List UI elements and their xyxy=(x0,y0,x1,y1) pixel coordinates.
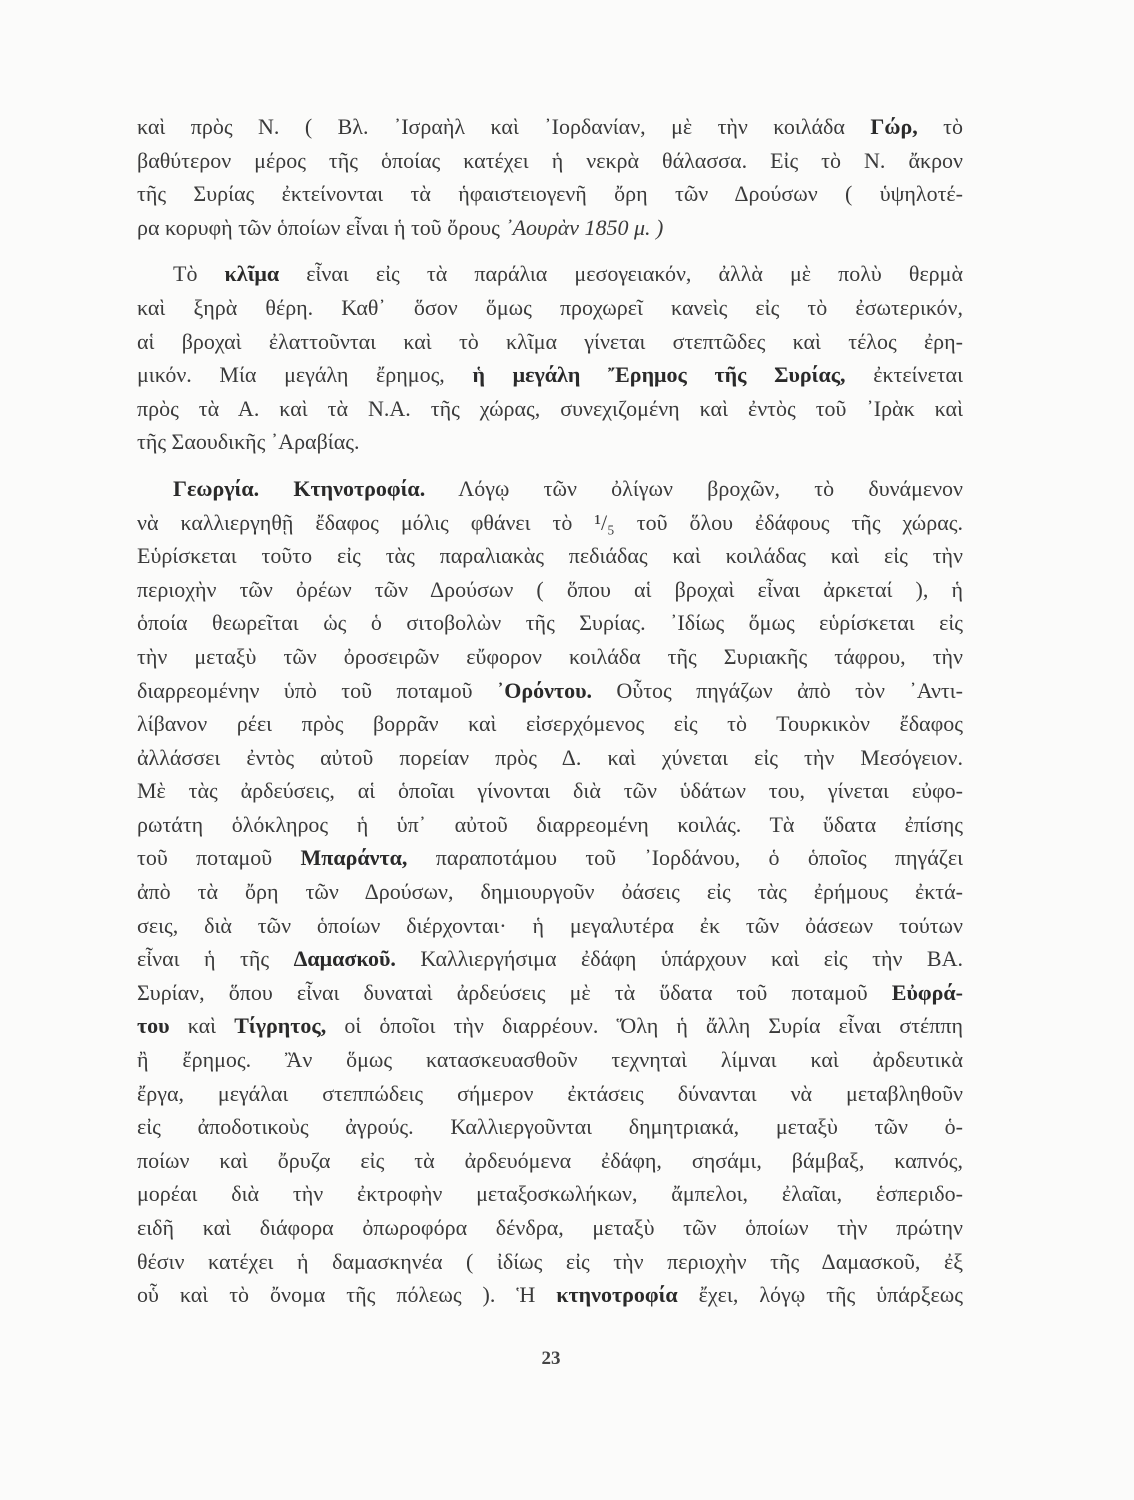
text-run: ἔχει, λόγῳ τῆς ὑπάρξεως xyxy=(677,1282,963,1308)
text-run: θέσιν κατέχει ἡ δαμασκηνέα ( ἰδίως εἰς τὴν περιοχὴν τῆς Δαμασκοῦ, ἐξ xyxy=(137,1248,963,1274)
text-line xyxy=(137,1043,963,1077)
text-run: Συρίαν, ὅπου εἶναι δυναταὶ ἀρδεύσεις μὲ τὰ ὕδατα τοῦ ποταμοῦ xyxy=(137,979,892,1005)
text-run: Λόγῳ τῶν ὀλίγων βροχῶν, τὸ δυνάμενον xyxy=(425,475,964,501)
text-line xyxy=(137,1110,963,1144)
text-line xyxy=(137,539,963,573)
text-run: εἶναι ἡ τῆς xyxy=(137,946,294,972)
text-run: πρὸς τὰ Α. καὶ τὰ Ν.Α. τῆς χώρας, συνεχιζομένη καὶ ἐντὸς τοῦ ᾿Ιρὰκ καὶ xyxy=(137,395,963,421)
text-run: ειδῆ καὶ διάφορα ὀπωροφόρα δένδρα, μεταξὺ τῶν ὁποίων τὴν πρώτην xyxy=(137,1215,963,1240)
page-body xyxy=(137,110,963,1312)
text-line xyxy=(137,741,963,775)
text-run: Τὸ xyxy=(173,261,225,287)
text-run: σεις, διὰ τῶν ὁποίων διέρχονται· ἡ μεγαλυτέρα ἐκ τῶν ὀάσεων τούτων xyxy=(137,912,963,938)
paragraph xyxy=(137,257,963,459)
text-line xyxy=(137,707,963,741)
text-run: ἔργα, μεγάλαι στεππώδεις σήμερον ἐκτάσεις δύνανται νὰ μεταβληθοῦν xyxy=(137,1080,963,1106)
text-line xyxy=(137,1177,963,1211)
bold-term: Δαμασκοῦ. xyxy=(293,946,396,972)
bold-term: του xyxy=(137,1013,170,1039)
text-run: καὶ ξηρὰ θέρη. Καθ᾿ ὅσον ὅμως προχωρεῖ κανεὶς εἰς τὸ ἐσωτερικόν, xyxy=(137,294,963,320)
text-run: ὁποία θεωρεῖται ὡς ὁ σιτοβολὼν τῆς Συρίας. ᾿Ιδίως ὅμως εὑρίσκεται εἰς xyxy=(137,610,963,636)
paragraph xyxy=(137,472,963,1312)
text-run: Καλλιεργήσιμα ἐδάφη ὑπάρχουν καὶ εἰς τὴν ΒΑ. xyxy=(395,946,963,972)
text-line xyxy=(137,909,963,943)
italic-text: ᾿Αουρὰν 1850 μ. ) xyxy=(505,214,664,240)
text-run: τὴν μεταξὺ τῶν ὀροσειρῶν εὔφορον κοιλάδα τῆς Συριακῆς τάφρου, τὴν xyxy=(137,643,963,669)
text-line xyxy=(137,1009,963,1043)
text-line xyxy=(137,841,963,875)
text-run: ποίων καὶ ὄρυζα εἰς τὰ ἀρδευόμενα ἐδάφη, σησάμι, βάμβαξ, καπνός, xyxy=(137,1147,963,1173)
text-line xyxy=(137,606,963,640)
text-run: τοῦ ποταμοῦ xyxy=(137,845,301,871)
bold-term: Γεωργία. Κτηνοτροφία. xyxy=(173,475,426,501)
text-run: εἰς ἀποδοτικοὺς ἀγρούς. Καλλιεργοῦνται δημητριακά, μεταξὺ τῶν ὁ- xyxy=(137,1114,963,1140)
text-run: ἀπὸ τὰ ὄρη τῶν Δρούσων, δημιουργοῦν ὀάσεις εἰς τὰς ἐρήμους ἐκτά- xyxy=(137,879,963,905)
text-line xyxy=(137,506,963,540)
text-run: ἢ ἔρημος. Ἂν ὅμως κατασκευασθοῦν τεχνηταὶ λίμναι καὶ ἀρδευτικὰ xyxy=(137,1047,963,1073)
text-line xyxy=(137,144,963,178)
text-run: οὗ καὶ τὸ ὄνομα τῆς πόλεως ). Ἡ xyxy=(137,1282,557,1308)
text-run: Οὗτος πηγάζων ἀπὸ τὸν ᾿Αντι- xyxy=(592,677,963,703)
text-run: διαρρεομένην ὑπὸ τοῦ ποταμοῦ xyxy=(137,677,497,703)
text-line xyxy=(137,1211,963,1245)
text-line xyxy=(137,640,963,674)
bold-term: Μπαράντα, xyxy=(300,845,408,871)
text-run: παραποτάμου τοῦ ᾿Ιορδάνου, ὁ ὁποῖος πηγάζει xyxy=(407,845,964,871)
text-line xyxy=(137,942,963,976)
text-run: ἐκτείνεται xyxy=(845,362,963,388)
text-run: τῆς Συρίας ἐκτείνονται τὰ ἡφαιστειογενῆ ὄρη τῶν Δρούσων ( ὑψηλοτέ- xyxy=(137,181,963,207)
text-run: καὶ πρὸς Ν. ( Βλ. ᾿Ισραὴλ καὶ ᾿Ιορδανίαν, μὲ τὴν κοιλάδα xyxy=(137,114,871,139)
page-number: 23 xyxy=(541,1348,561,1369)
text-run: τὸ xyxy=(917,114,963,139)
text-run: καὶ xyxy=(169,1013,235,1039)
text-line xyxy=(137,211,963,245)
text-run: ρα κορυφὴ τῶν ὁποίων εἶναι ἡ τοῦ ὄρους xyxy=(137,214,506,240)
text-run: μικόν. Μία μεγάλη ἔρημος, xyxy=(137,362,473,388)
text-run: Εὑρίσκεται τοῦτο εἰς τὰς παραλιακὰς πεδιάδας καὶ κοιλάδας καὶ εἰς τὴν xyxy=(137,543,963,569)
text-line xyxy=(137,472,963,506)
text-line xyxy=(137,291,963,325)
text-run: Μὲ τὰς ἀρδεύσεις, αἱ ὁποῖαι γίνονται διὰ τῶν ὑδάτων του, γίνεται εὐφο- xyxy=(137,778,963,804)
text-line xyxy=(137,573,963,607)
bold-term: ἡ μεγάλη Ἔρημος τῆς Συρίας, xyxy=(472,362,846,388)
text-run: περιοχὴν τῶν ὀρέων τῶν Δρούσων ( ὅπου αἱ βροχαὶ εἶναι ἀρκεταί ), ἡ xyxy=(137,576,963,602)
text-run: λίβανον ρέει πρὸς βορρᾶν καὶ εἰσερχόμενος εἰς τὸ Τουρκικὸν ἔδαφος xyxy=(137,711,963,737)
text-line xyxy=(137,976,963,1010)
paragraph xyxy=(137,110,963,244)
bold-term: κλῖμα xyxy=(224,261,280,287)
text-run: νὰ καλλιεργηθῇ ἔδαφος μόλις φθάνει τὸ ¹/₅ τοῦ ὅλου ἐδάφους τῆς χώρας. xyxy=(137,509,963,535)
text-line xyxy=(137,257,963,291)
text-line xyxy=(137,425,963,459)
text-run: τῆς Σαουδικῆς ᾿Αραβίας. xyxy=(137,429,360,455)
bold-term: ᾿Ορόντου. xyxy=(496,677,593,703)
bold-term: Γώρ, xyxy=(870,114,918,139)
text-line xyxy=(137,875,963,909)
bold-term: κτηνοτροφία xyxy=(556,1282,678,1308)
text-line xyxy=(137,110,963,144)
text-run: αἱ βροχαὶ ἐλαττοῦνται καὶ τὸ κλῖμα γίνεται στεπτῶδες καὶ τέλος ἐρη- xyxy=(137,328,963,354)
text-run: μορέαι διὰ τὴν ἐκτροφὴν μεταξοσκωλήκων, ἄμπελοι, ἐλαῖαι, ἑσπεριδο- xyxy=(137,1181,963,1207)
text-line xyxy=(137,1245,963,1279)
text-line xyxy=(137,392,963,426)
text-run: ρωτάτη ὁλόκληρος ἡ ὑπ᾿ αὐτοῦ διαρρεομένη κοιλάς. Τὰ ὕδατα ἐπίσης xyxy=(137,811,963,837)
text-line xyxy=(137,325,963,359)
text-run: βαθύτερον μέρος τῆς ὁποίας κατέχει ἡ νεκρὰ θάλασσα. Εἰς τὸ Ν. ἄκρον xyxy=(137,147,963,173)
bold-term: Τίγρητος, xyxy=(234,1013,327,1039)
text-line xyxy=(137,177,963,211)
text-line xyxy=(137,774,963,808)
text-run: εἶναι εἰς τὰ παράλια μεσογειακόν, ἀλλὰ μὲ πολὺ θερμὰ xyxy=(279,261,963,287)
text-line xyxy=(137,1144,963,1178)
text-line xyxy=(137,1278,963,1312)
text-line xyxy=(137,674,963,708)
text-run: οἱ ὁποῖοι τὴν διαρρέουν. Ὅλη ἡ ἄλλη Συρία εἶναι στέππη xyxy=(326,1013,963,1039)
bold-term: Εὐφρά- xyxy=(891,979,963,1005)
text-line xyxy=(137,808,963,842)
text-run: ἀλλάσσει ἐντὸς αὐτοῦ πορείαν πρὸς Δ. καὶ χύνεται εἰς τὴν Μεσόγειον. xyxy=(137,744,963,770)
text-line xyxy=(137,1077,963,1111)
text-line xyxy=(137,358,963,392)
